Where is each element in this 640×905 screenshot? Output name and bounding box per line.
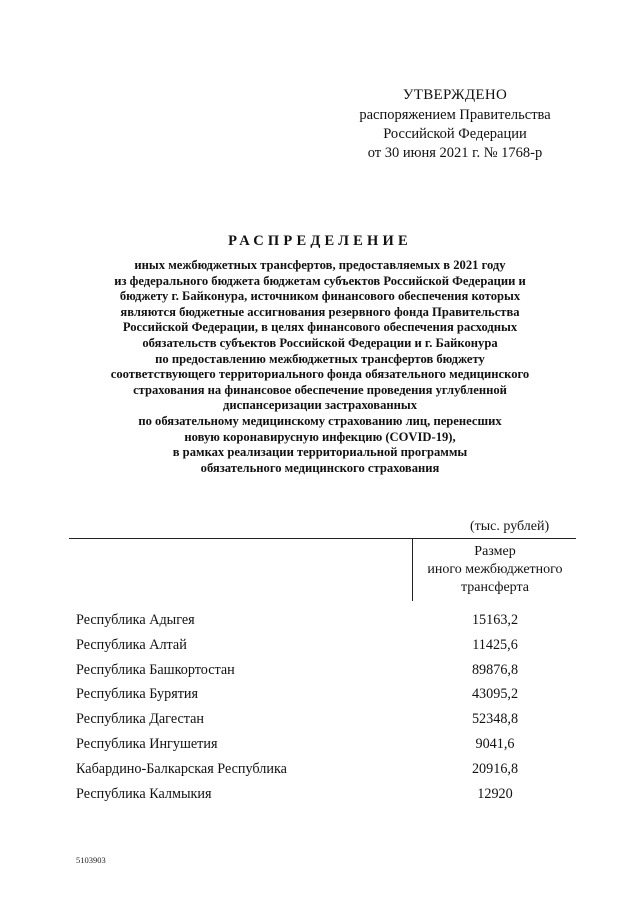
distribution-table: [76, 612, 576, 810]
approval-line-1: распоряжением Правительства: [359, 107, 551, 123]
subtitle-line: соответствующего территориального фонда обязательного медицинского: [110, 367, 530, 382]
subtitle-line: новую коронавирусную инфекцию (COVID-19),: [184, 429, 456, 444]
table-row: [76, 612, 576, 637]
units-label: (тыс. рублей): [470, 519, 550, 534]
transfer-value: 15163,2: [471, 612, 519, 628]
subtitle-line: обязательств субъектов Российской Федерации и г. Байконура: [142, 335, 498, 350]
approval-line-3: от 30 июня 2021 г. № 1768-р: [367, 145, 543, 161]
region-name: Республика Бурятия: [76, 686, 199, 703]
transfer-value: 52348,8: [471, 711, 519, 728]
region-name: Республика Алтай: [76, 636, 187, 653]
region-name: Республика Адыгея: [76, 612, 195, 628]
table-row: [76, 761, 576, 786]
subtitle-line: по обязательному медицинскому страхованию лиц, перенесших: [138, 413, 502, 428]
region-name: Кабардино-Балкарская Республика: [76, 760, 287, 777]
table-row: [76, 662, 576, 687]
header-line: иного межбюджетного: [427, 562, 563, 577]
subtitle-line: являются бюджетные ассигнования резервного фонда Правительства: [120, 304, 520, 319]
subtitle-line: по предоставлению межбюджетных трансфертов бюджету: [155, 351, 485, 366]
header-line: трансферта: [461, 580, 529, 595]
approval-line-2: Российской Федерации: [383, 126, 527, 142]
transfer-value: 20916,8: [471, 760, 519, 777]
table-row: [76, 711, 576, 736]
region-name: Республика Ингушетия: [76, 735, 218, 752]
table-row: [76, 637, 576, 662]
subtitle-line: в рамках реализации территориальной программы: [172, 445, 468, 460]
transfer-value: 9041,6: [475, 735, 515, 752]
subtitle-line: бюджету г. Байконура, источником финансового обеспечения которых: [119, 289, 521, 304]
table-row: [76, 686, 576, 711]
subtitle-line: иных межбюджетных трансфертов, предоставляемых в 2021 году: [134, 258, 506, 272]
table-row: [76, 786, 576, 811]
subtitle-line: из федерального бюджета бюджетам субъектов Российской Федерации и: [114, 273, 526, 288]
footer-doc-code: 5103903: [76, 855, 106, 865]
region-name: Республика Башкортостан: [76, 661, 235, 678]
transfer-value: 12920: [477, 785, 513, 802]
subtitle-line: Российской Федерации, в целях финансового обеспечения расходных: [122, 320, 518, 335]
subtitle-line: обязательного медицинского страхования: [200, 460, 440, 475]
document-title: РАСПРЕДЕЛЕНИЕ: [228, 233, 412, 249]
transfer-value: 89876,8: [471, 661, 519, 678]
approval-stamp: [330, 86, 580, 163]
table-top-rule: [69, 538, 576, 539]
table-column-divider: [412, 538, 413, 601]
table-row: [76, 736, 576, 761]
subtitle-line: страхования на финансовое обеспечение проведения углубленной: [133, 382, 507, 397]
header-line: Размер: [474, 544, 516, 559]
transfer-value: 43095,2: [471, 686, 519, 703]
transfer-value: 11425,6: [472, 636, 518, 653]
subtitle-line: диспансеризации застрахованных: [222, 398, 418, 413]
region-name: Республика Калмыкия: [76, 785, 212, 802]
document-subtitle: [62, 258, 578, 476]
region-name: Республика Дагестан: [76, 711, 205, 728]
approval-title: УТВЕРЖДЕНО: [402, 87, 508, 103]
value-column-header: [414, 543, 576, 597]
